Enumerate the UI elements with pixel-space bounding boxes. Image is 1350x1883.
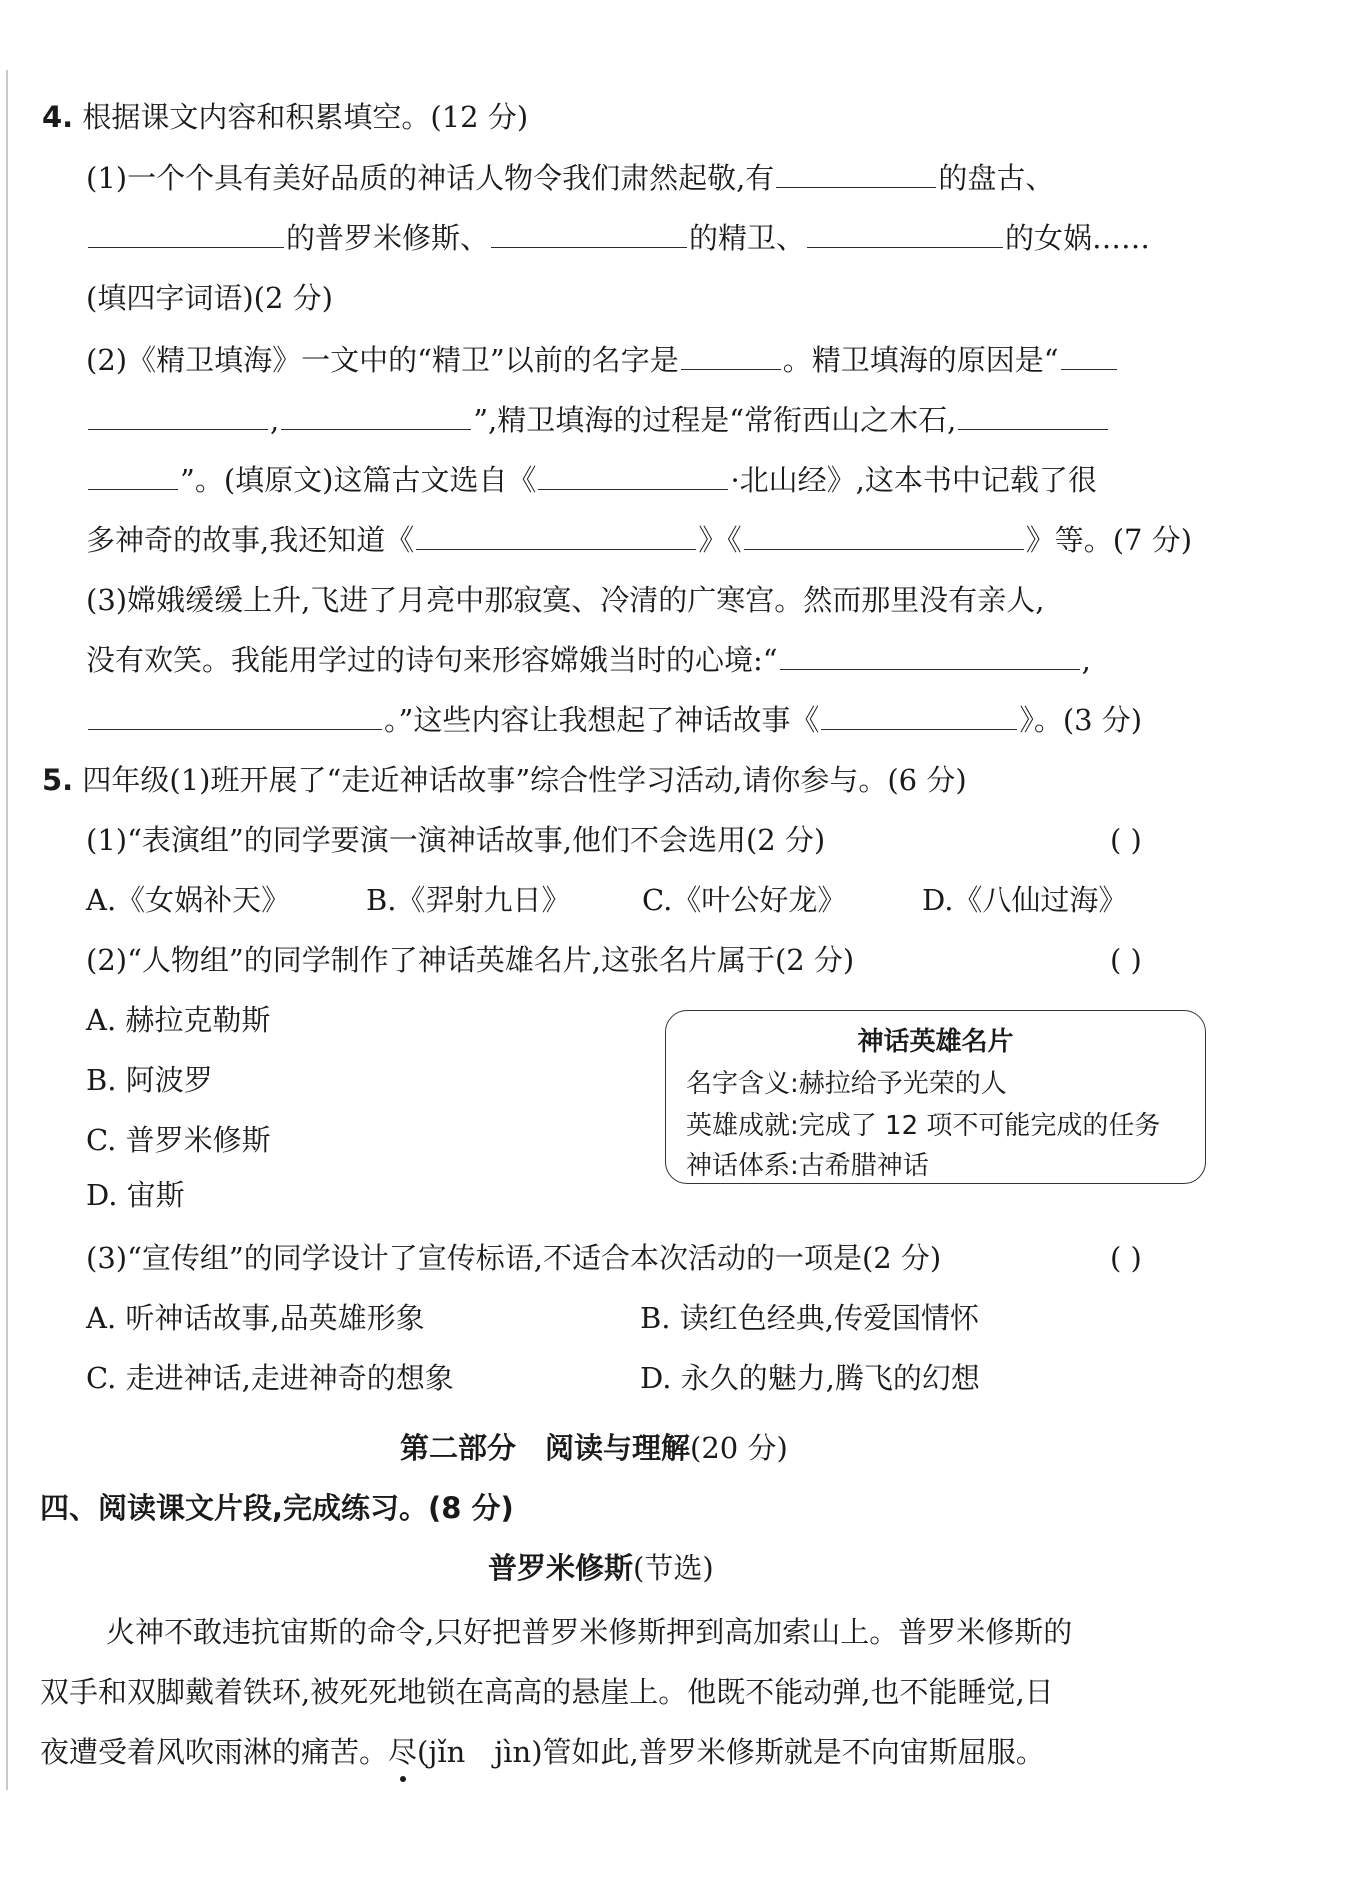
hero-card-title: 神话英雄名片	[857, 1027, 1014, 1057]
passage-paragraph-line: 双手和双脚戴着铁环,被死死地锁在高高的悬崖上。他既不能动弹,也不能睡觉,日	[40, 1675, 1054, 1709]
q4-header	[42, 97, 528, 137]
blank[interactable]	[491, 219, 687, 248]
hero-card-row: 英雄成就:完成了 12 项不可能完成的任务	[686, 1111, 1161, 1141]
emphasis-char: 尽	[388, 1732, 417, 1772]
q5-3-opt-a[interactable]: A. 听神话故事,品英雄形象	[86, 1301, 425, 1335]
q4-3-line1	[86, 580, 1045, 620]
q5-3-opt-c[interactable]: C. 走进神话,走进神奇的想象	[86, 1361, 454, 1395]
answer-paren[interactable]: ( )	[1110, 1241, 1142, 1275]
q5-2-opt-b[interactable]: B. 阿波罗	[86, 1063, 213, 1097]
q4-1-line2	[86, 218, 1150, 258]
passage-paragraph-line	[40, 1732, 1045, 1772]
blank[interactable]	[88, 401, 268, 430]
q4-2-line2	[86, 400, 1110, 440]
q4-1-text: 的女娲……	[1005, 221, 1151, 255]
passage-title-line	[488, 1548, 714, 1588]
q4-2-text: 多神奇的故事,我还知道《	[86, 523, 415, 557]
blank[interactable]	[88, 461, 178, 490]
q5-3-stem: (3)“宣传组”的同学设计了宣传标语,不适合本次活动的一项是(2 分)	[86, 1241, 942, 1275]
q4-2-line3	[86, 460, 1097, 500]
blank[interactable]	[744, 521, 1024, 550]
q4-2-line4	[86, 520, 1192, 560]
q4-1-text: (1)一个个具有美好品质的神话人物令我们肃然起敬,有	[86, 161, 775, 195]
q4-2-text: ,	[270, 403, 280, 437]
q4-2-text: ·北山经》,这本书中记载了很	[730, 463, 1097, 497]
blank[interactable]	[281, 401, 471, 430]
q4-1-line3	[86, 278, 333, 318]
q4-3-text: 没有欢笑。我能用学过的诗句来形容嫦娥当时的心境:“	[86, 643, 778, 677]
q5-2-opt-a[interactable]: A. 赫拉克勒斯	[86, 1003, 271, 1037]
q5-2-opt-c[interactable]: C. 普罗米修斯	[86, 1123, 271, 1157]
margin-rule	[6, 70, 8, 1790]
q4-number: 4.	[42, 100, 74, 134]
blank[interactable]	[681, 341, 781, 370]
blank[interactable]	[821, 701, 1017, 730]
answer-paren[interactable]: ( )	[1110, 823, 1142, 857]
q4-1-line1	[86, 158, 1054, 198]
passage-paragraph-line: 火神不敢违抗宙斯的命令,只好把普罗米修斯押到高加索山上。普罗米修斯的	[106, 1615, 1073, 1649]
passage-title: 普罗米修斯	[488, 1551, 634, 1585]
blank[interactable]	[776, 159, 936, 188]
q5-1-stem: (1)“表演组”的同学要演一演神话故事,他们不会选用(2 分)	[86, 823, 826, 857]
q4-2-text: (2)《精卫填海》一文中的“精卫”以前的名字是	[86, 343, 679, 377]
q4-title: 根据课文内容和积累填空。(12 分)	[82, 100, 529, 134]
passage-text: 夜遭受着风吹雨淋的痛苦。	[40, 1735, 389, 1769]
hero-card	[665, 1010, 1206, 1184]
q5-1-opt-d[interactable]: D.《八仙过海》	[922, 883, 1128, 917]
q5-header	[42, 760, 967, 800]
blank[interactable]	[88, 701, 382, 730]
q5-2-opt-d[interactable]: D. 宙斯	[86, 1178, 185, 1212]
q5-3-opt-b[interactable]: B. 读红色经典,传爱国情怀	[640, 1301, 979, 1335]
passage-title-note: (节选)	[633, 1551, 714, 1585]
blank[interactable]	[807, 219, 1003, 248]
q4-2-text: ”,精卫填海的过程是“常衔西山之木石,	[473, 403, 957, 437]
part2-title: 第二部分 阅读与理解	[400, 1431, 691, 1465]
q4-3-line3	[86, 700, 1142, 740]
q4-2-text: 》等。(7 分)	[1025, 523, 1193, 557]
q4-3-text: 。”这些内容让我想起了神话故事《	[384, 703, 820, 737]
passage-text: (jǐn jìn)管如此,普罗米修斯就是不向宙斯屈服。	[417, 1735, 1045, 1769]
q4-2-text: 。精卫填海的原因是“	[782, 343, 1059, 377]
q4-3-text: 》。(3 分)	[1019, 703, 1143, 737]
q4-1-note: (填四字词语)(2 分)	[86, 281, 333, 315]
q4-2-text: ”。(填原文)这篇古文选自《	[180, 463, 537, 497]
q4-1-text: 的盘古、	[938, 161, 1055, 195]
q5-title: 四年级(1)班开展了“走近神话故事”综合性学习活动,请你参与。(6 分)	[82, 763, 967, 797]
q5-number: 5.	[42, 763, 74, 797]
q4-1-text: 的普罗米修斯、	[286, 221, 490, 255]
q4-3-text: (3)嫦娥缓缓上升,飞进了月亮中那寂寞、冷清的广寒宫。然而那里没有亲人,	[86, 583, 1045, 617]
blank[interactable]	[538, 461, 728, 490]
blank[interactable]	[416, 521, 696, 550]
q5-1-opt-c[interactable]: C.《叶公好龙》	[642, 883, 847, 917]
blank[interactable]	[958, 401, 1108, 430]
q5-3-opt-d[interactable]: D. 永久的魅力,腾飞的幻想	[640, 1361, 980, 1395]
blank[interactable]	[780, 641, 1080, 670]
q4-2-line1	[86, 340, 1119, 380]
answer-paren[interactable]: ( )	[1110, 943, 1142, 977]
blank[interactable]	[1061, 341, 1117, 370]
q4-2-text: 》《	[698, 523, 742, 557]
hero-card-row: 神话体系:古希腊神话	[686, 1151, 929, 1181]
part2-heading	[400, 1428, 788, 1468]
blank[interactable]	[88, 219, 284, 248]
section-4-heading: 四、阅读课文片段,完成练习。(8 分)	[40, 1491, 514, 1525]
hero-card-row: 名字含义:赫拉给予光荣的人	[686, 1069, 1007, 1099]
q4-3-text: ,	[1081, 643, 1091, 677]
q5-2-stem: (2)“人物组”的同学制作了神话英雄名片,这张名片属于(2 分)	[86, 943, 855, 977]
q4-1-text: 的精卫、	[689, 221, 806, 255]
part2-score: (20 分)	[690, 1431, 788, 1465]
q4-3-line2	[86, 640, 1091, 680]
q5-1-opt-a[interactable]: A.《女娲补天》	[86, 883, 291, 917]
q5-1-opt-b[interactable]: B.《羿射九日》	[366, 883, 571, 917]
